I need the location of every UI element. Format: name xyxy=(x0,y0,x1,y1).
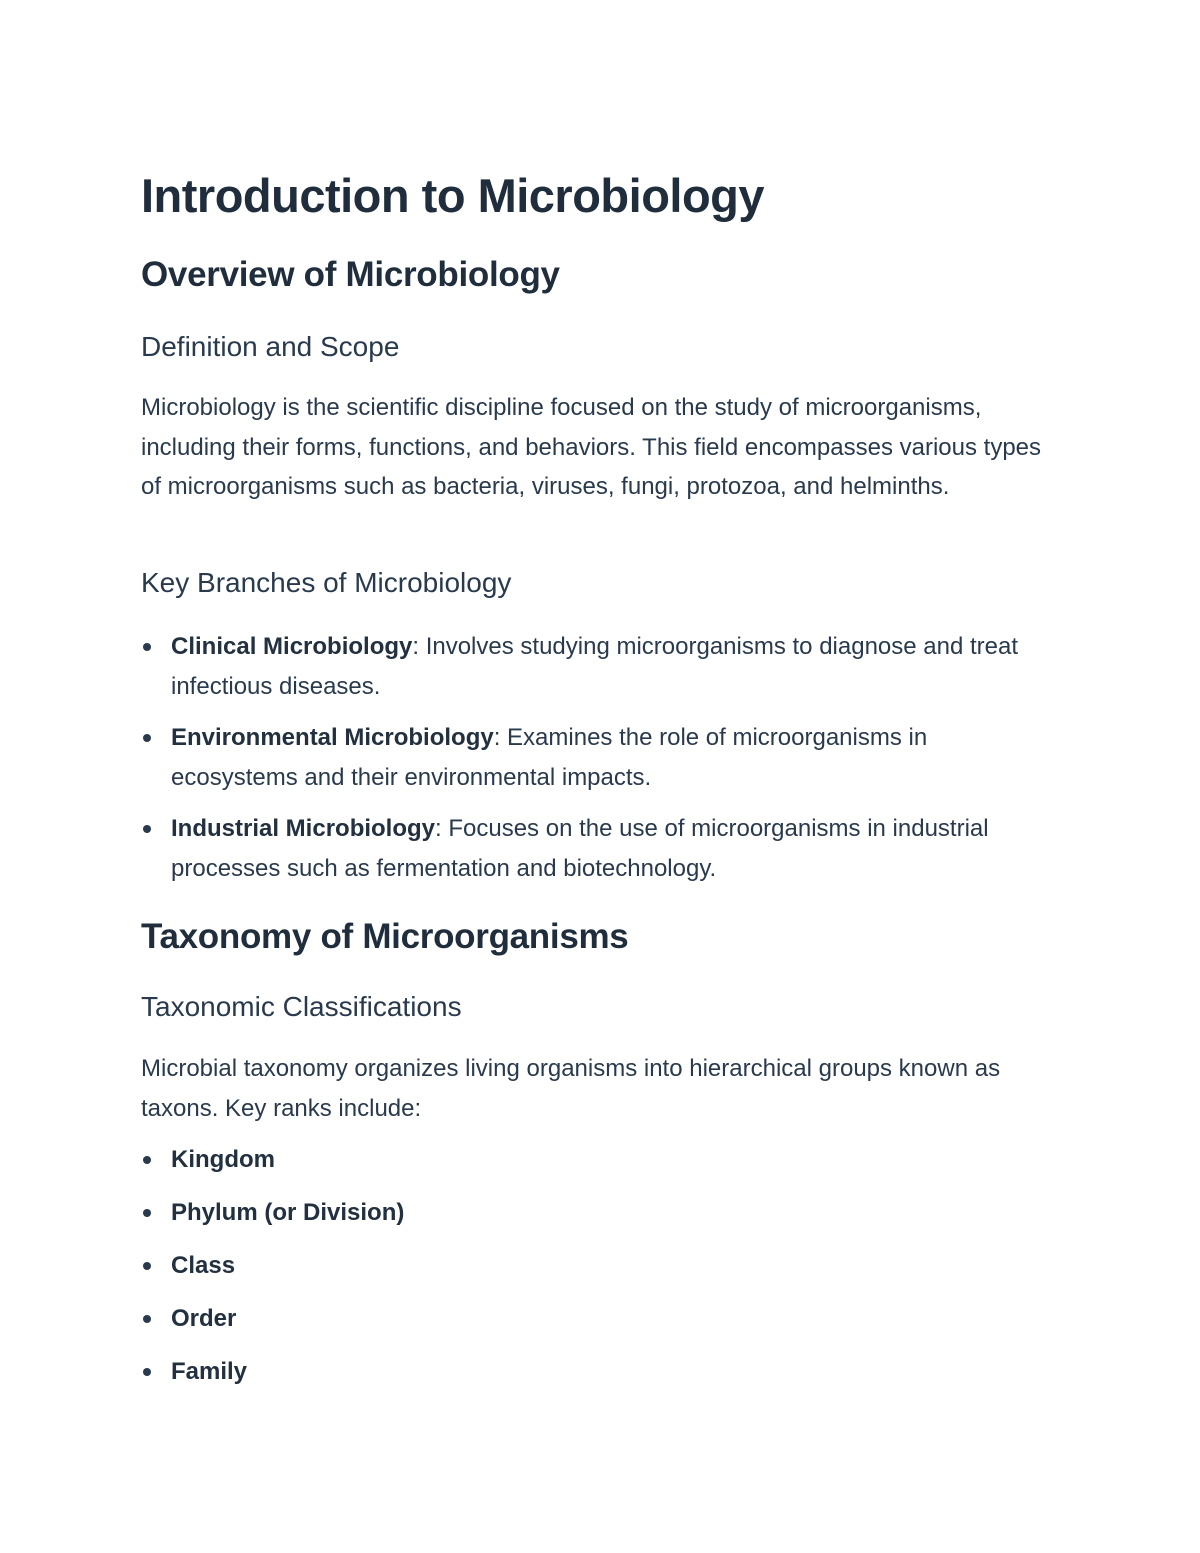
bullet-icon xyxy=(143,1315,151,1323)
taxonomy-paragraph: Microbial taxonomy organizes living organisms into hierarchical groups known as taxons. Key ranks include: xyxy=(141,1055,1001,1122)
bullet-icon xyxy=(143,734,151,742)
list-item-term: Environmental Microbiology xyxy=(171,724,494,751)
bullet-icon xyxy=(143,643,151,651)
list-item xyxy=(141,627,1041,706)
list-item-term: Kingdom xyxy=(171,1146,275,1173)
bullet-icon xyxy=(143,1156,151,1164)
list-item xyxy=(141,1299,1041,1339)
list-item xyxy=(141,718,1041,797)
list-item xyxy=(141,1352,1041,1392)
list-item-text: : Involves studying microorganisms to diagnose and treat infectious diseases. xyxy=(171,633,1019,700)
list-item-term: Phylum (or Division) xyxy=(171,1199,405,1226)
bullet-icon xyxy=(143,1368,151,1376)
list-item xyxy=(141,1193,1041,1233)
definition-paragraph: Microbiology is the scientific discipline focused on the study of microorganisms, including their forms, functions, and behaviors. This field encompasses various types of microorganisms such as bacteria, viruses, fungi, protozoa, and helminths. xyxy=(141,394,1042,500)
bullet-icon xyxy=(143,1209,151,1217)
subsection-heading-definition: Definition and Scope xyxy=(141,331,400,362)
list-item-text: : Examines the role of microorganisms in ecosystems and their environmental impacts. xyxy=(171,724,928,791)
bullet-icon xyxy=(143,1262,151,1270)
list-item-term: Order xyxy=(171,1305,237,1332)
branches-list xyxy=(141,627,1041,900)
section-heading-taxonomy: Taxonomy of Microorganisms xyxy=(141,917,629,956)
list-item-text: : Focuses on the use of microorganisms in industrial processes such as fermentation and biotechnology. xyxy=(171,815,989,882)
document-title: Introduction to Microbiology xyxy=(141,169,765,222)
list-item-term: Industrial Microbiology xyxy=(171,815,436,842)
list-item xyxy=(141,809,1041,888)
subsection-heading-classifications: Taxonomic Classifications xyxy=(141,991,462,1022)
bullet-icon xyxy=(143,825,151,833)
ranks-list xyxy=(141,1140,1041,1405)
list-item-term: Clinical Microbiology xyxy=(171,633,413,660)
list-item-term: Family xyxy=(171,1358,248,1385)
list-item-term: Class xyxy=(171,1252,236,1279)
list-item xyxy=(141,1140,1041,1180)
list-item xyxy=(141,1246,1041,1286)
subsection-heading-branches: Key Branches of Microbiology xyxy=(141,567,512,598)
section-heading-overview: Overview of Microbiology xyxy=(141,255,560,294)
